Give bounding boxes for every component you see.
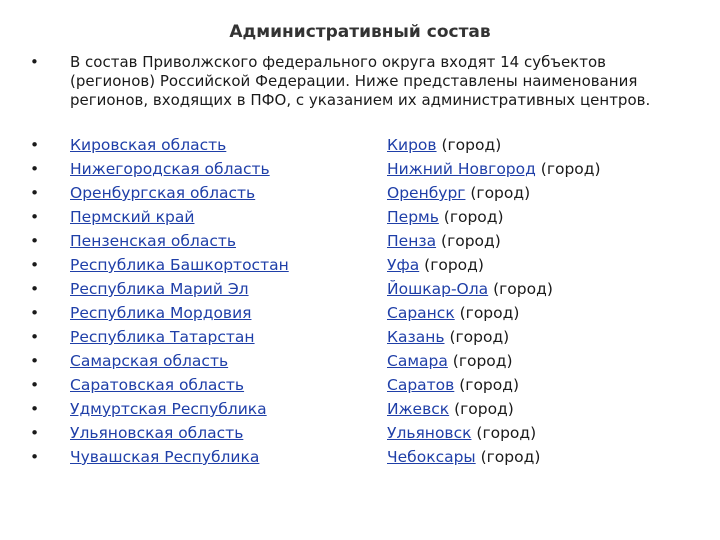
bullet: • <box>30 424 40 442</box>
bullet: • <box>30 304 40 322</box>
region-link[interactable]: Нижегородская область <box>70 160 270 178</box>
list-item <box>30 277 690 301</box>
region-link[interactable]: Пермский край <box>70 208 195 226</box>
city-suffix: (город) <box>480 448 541 466</box>
region-link[interactable]: Удмуртская Республика <box>70 400 267 418</box>
list-item <box>30 373 690 397</box>
city-suffix: (город) <box>476 424 537 442</box>
city-suffix: (город) <box>449 328 510 346</box>
capital-link[interactable]: Пермь <box>387 208 439 226</box>
region-link[interactable]: Чувашская Республика <box>70 448 260 466</box>
region-link[interactable]: Пензенская область <box>70 232 237 250</box>
list-item <box>30 421 690 445</box>
bullet: • <box>30 256 40 274</box>
region-link[interactable]: Самарская область <box>70 352 229 370</box>
bullet: • <box>30 352 40 370</box>
bullet: • <box>30 208 40 226</box>
capital-link[interactable]: Йошкар-Ола <box>387 280 489 298</box>
list-item <box>30 445 690 469</box>
city-suffix: (город) <box>424 256 484 274</box>
capital-link[interactable]: Нижний Новгород <box>387 160 536 178</box>
capital-link[interactable]: Ижевск <box>387 400 450 418</box>
list-item <box>30 325 690 349</box>
bullet: • <box>30 53 39 71</box>
bullet: • <box>30 184 40 202</box>
capital-link[interactable]: Саратов <box>387 376 455 394</box>
bullet: • <box>30 232 40 250</box>
bullet: • <box>30 400 40 418</box>
city-suffix: (город) <box>459 304 520 322</box>
capital-link[interactable]: Пенза <box>387 232 437 250</box>
capital-link[interactable]: Саранск <box>387 304 455 322</box>
capital-link[interactable]: Оренбург <box>387 184 466 202</box>
capital-link[interactable]: Чебоксары <box>387 448 476 466</box>
bullet: • <box>30 448 40 466</box>
capital-link[interactable]: Самара <box>387 352 448 370</box>
capital-cell <box>387 277 553 301</box>
intro-paragraph <box>30 53 670 110</box>
city-suffix: (город) <box>441 232 501 250</box>
bullet: • <box>30 160 40 178</box>
region-link[interactable]: Ульяновская область <box>70 424 244 442</box>
capital-cell <box>387 373 519 397</box>
list-item <box>30 157 690 181</box>
intro-text: В состав Приволжского федерального округа входят 14 субъектов (регионов) Российской Федерации. Ниже представлены наименования регионов, входящих в ПФО, с указанием их административных центров. <box>70 53 651 109</box>
list-item <box>30 349 690 373</box>
bullet: • <box>30 136 40 154</box>
bullet: • <box>30 328 40 346</box>
page-title-text: Административный состав <box>229 22 491 42</box>
region-list <box>30 133 690 469</box>
list-item <box>30 229 690 253</box>
city-suffix: (город) <box>441 136 502 154</box>
capital-cell <box>387 397 514 421</box>
list-item <box>30 181 690 205</box>
city-suffix: (город) <box>470 184 531 202</box>
region-link[interactable]: Оренбургская область <box>70 184 256 202</box>
region-link[interactable]: Кировская область <box>70 136 227 154</box>
list-item <box>30 205 690 229</box>
capital-cell <box>387 349 513 373</box>
bullet: • <box>30 376 40 394</box>
region-link[interactable]: Саратовская область <box>70 376 245 394</box>
page-title <box>0 22 720 42</box>
city-suffix: (город) <box>454 400 514 418</box>
capital-cell <box>387 133 501 157</box>
city-suffix: (город) <box>540 160 601 178</box>
capital-cell <box>387 157 601 181</box>
city-suffix: (город) <box>452 352 513 370</box>
region-link[interactable]: Республика Башкортостан <box>70 256 289 274</box>
capital-cell <box>387 181 530 205</box>
list-item <box>30 133 690 157</box>
capital-cell <box>387 229 501 253</box>
capital-link[interactable]: Казань <box>387 328 445 346</box>
list-item <box>30 397 690 421</box>
city-suffix: (город) <box>493 280 553 298</box>
city-suffix: (город) <box>459 376 520 394</box>
bullet: • <box>30 280 40 298</box>
capital-cell <box>387 445 540 469</box>
region-link[interactable]: Республика Мордовия <box>70 304 252 322</box>
region-link[interactable]: Республика Марий Эл <box>70 280 249 298</box>
capital-cell <box>387 421 536 445</box>
city-suffix: (город) <box>443 208 504 226</box>
list-item <box>30 301 690 325</box>
capital-cell <box>387 205 504 229</box>
region-link[interactable]: Республика Татарстан <box>70 328 255 346</box>
capital-cell <box>387 325 509 349</box>
capital-link[interactable]: Киров <box>387 136 437 154</box>
capital-cell <box>387 253 484 277</box>
capital-link[interactable]: Ульяновск <box>387 424 472 442</box>
list-item <box>30 253 690 277</box>
capital-cell <box>387 301 519 325</box>
capital-link[interactable]: Уфа <box>387 256 420 274</box>
